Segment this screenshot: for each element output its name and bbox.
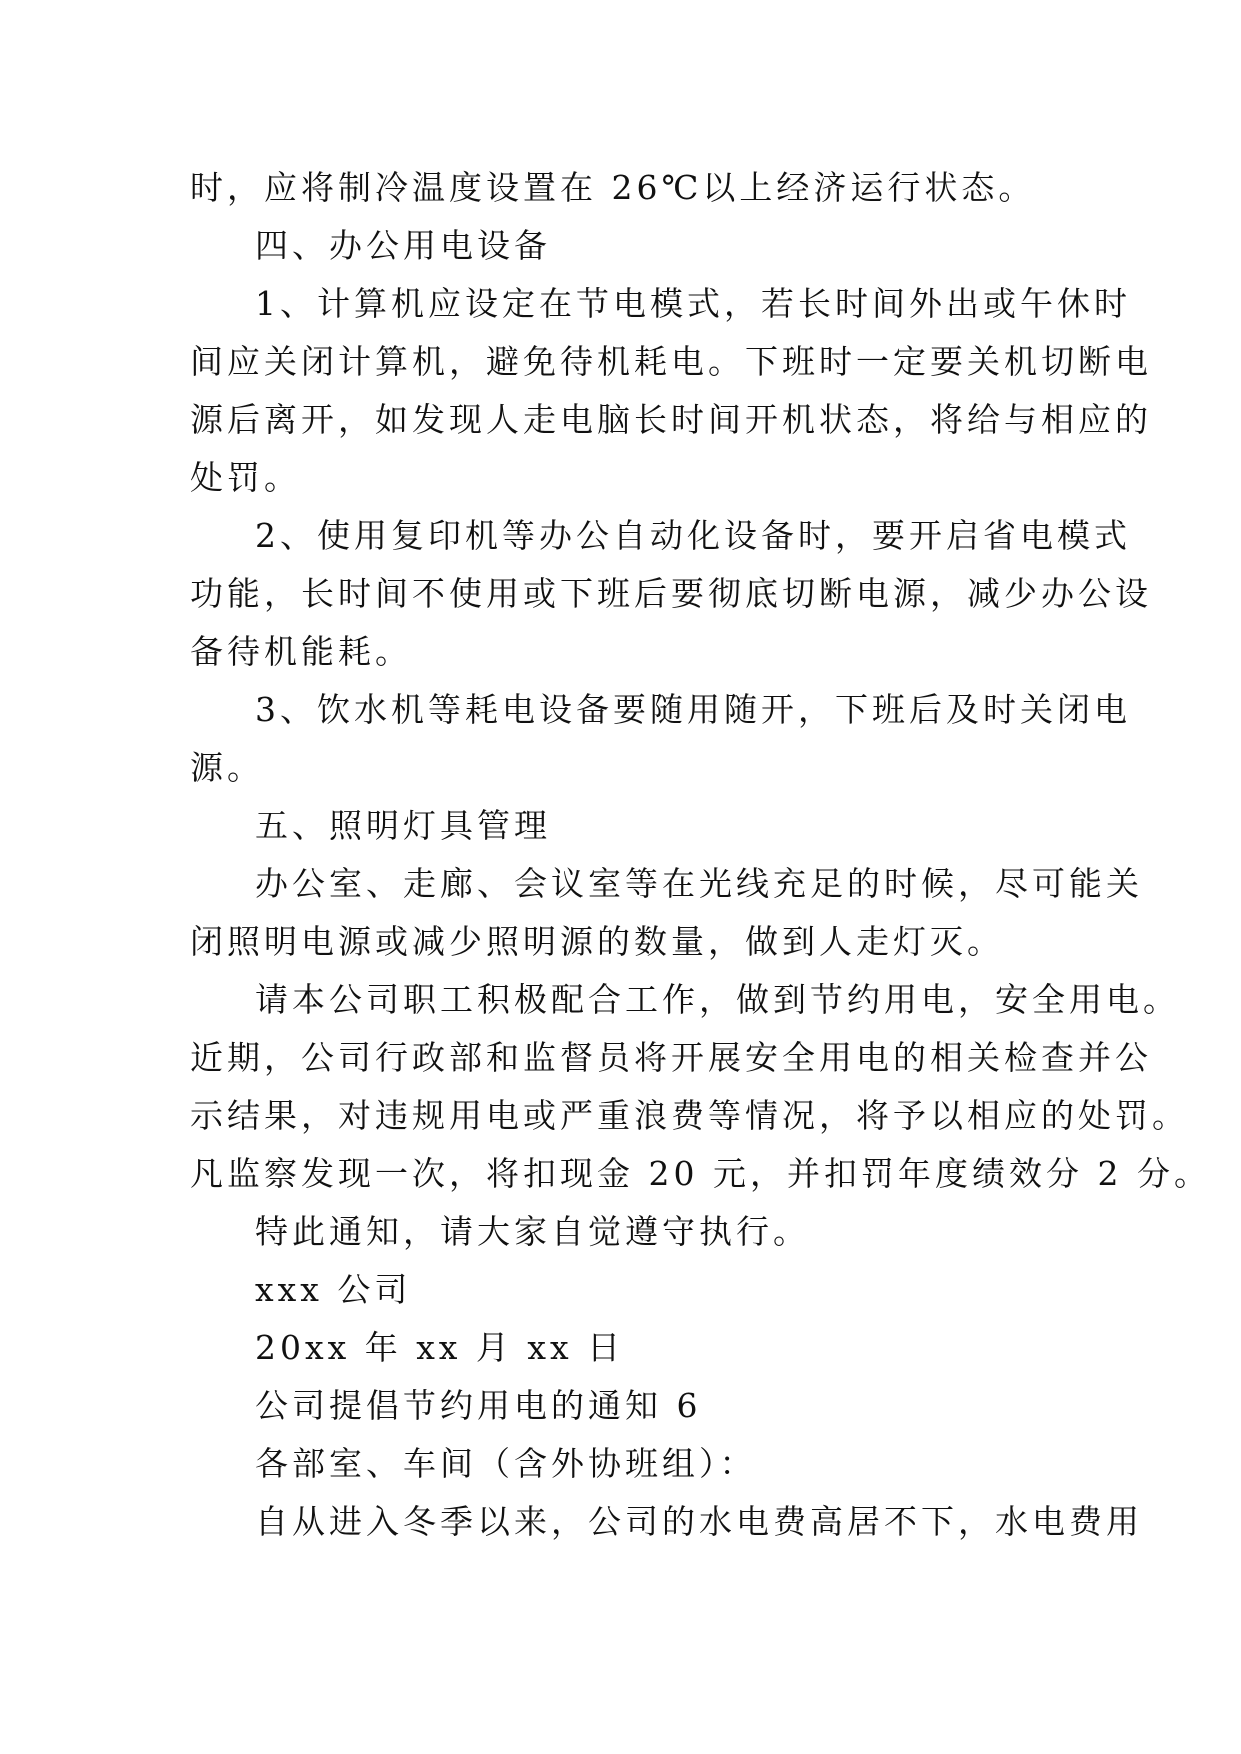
text-line-8: 功能，长时间不使用或下班后要彻底切断电源，减少办公设: [190, 574, 1152, 613]
text-line-13: 办公室、走廊、会议室等在光线充足的时候，尽可能关: [255, 864, 1143, 903]
text-line-15: 请本公司职工积极配合工作，做到节约用电，安全用电。: [255, 980, 1180, 1019]
text-line-16: 近期，公司行政部和监督员将开展安全用电的相关检查并公: [190, 1038, 1152, 1077]
text-line-4: 间应关闭计算机，避免待机耗电。下班时一定要关机切断电: [190, 342, 1152, 381]
text-line-7: 2、使用复印机等办公自动化设备时，要开启省电模式: [255, 516, 1131, 555]
closing-remark: 特此通知，请大家自觉遵守执行。: [255, 1212, 810, 1251]
text-line-1: 时，应将制冷温度设置在 26℃以上经济运行状态。: [190, 168, 1036, 207]
section-heading-office-equipment: 四、办公用电设备: [255, 226, 551, 265]
company-signature: xxx 公司: [255, 1270, 412, 1309]
text-line-18: 凡监察发现一次，将扣现金 20 元，并扣罚年度绩效分 2 分。: [190, 1154, 1211, 1193]
text-line-24: 自从进入冬季以来，公司的水电费高居不下，水电费用: [255, 1502, 1143, 1541]
text-line-5: 源后离开，如发现人走电脑长时间开机状态，将给与相应的: [190, 400, 1152, 439]
document-date: 20xx 年 xx 月 xx 日: [255, 1328, 625, 1367]
text-line-10: 3、饮水机等耗电设备要随用随开，下班后及时关闭电: [255, 690, 1131, 729]
text-line-6: 处罚。: [190, 458, 301, 497]
text-line-14: 闭照明电源或减少照明源的数量，做到人走灯灭。: [190, 922, 1004, 961]
notice-title: 公司提倡节约用电的通知 6: [255, 1386, 702, 1425]
section-heading-lighting: 五、照明灯具管理: [255, 806, 551, 845]
text-line-3: 1、计算机应设定在节电模式，若长时间外出或午休时: [255, 284, 1131, 323]
text-line-9: 备待机能耗。: [190, 632, 412, 671]
text-line-17: 示结果，对违规用电或严重浪费等情况，将予以相应的处罚。: [190, 1096, 1189, 1135]
notice-recipients: 各部室、车间（含外协班组）：: [255, 1444, 757, 1483]
text-line-11: 源。: [190, 748, 264, 787]
